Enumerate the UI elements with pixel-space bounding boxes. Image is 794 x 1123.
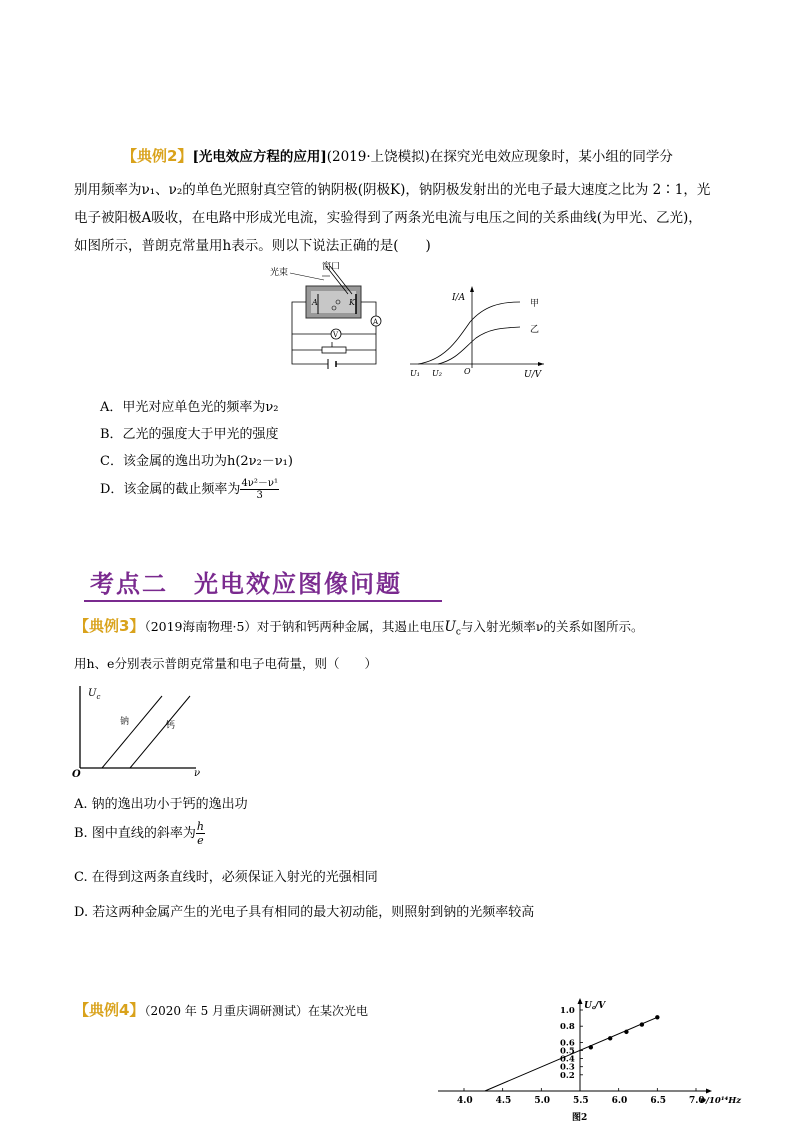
x-tick-label: 6.0	[611, 1096, 628, 1106]
x-axis-label: ν/10¹⁴Hz	[700, 1096, 742, 1106]
uc-sub: c	[455, 627, 461, 638]
ex4-tag: 【典例4】	[74, 1001, 145, 1019]
current-voltage-graph	[404, 282, 554, 380]
x-tick-label: 4.5	[495, 1096, 512, 1106]
ex3-option-b-fraction	[196, 820, 205, 847]
ex3-option-b	[74, 820, 205, 847]
x-tick-label: 7.0	[689, 1096, 705, 1106]
ex4-line1	[74, 1000, 368, 1021]
x-axis-arrow	[706, 1089, 712, 1094]
uc-graph-origin: O	[72, 769, 81, 778]
iu-origin: O	[464, 367, 471, 376]
uc-graph-xlabel: ν	[194, 768, 201, 778]
ex2-topic: [光电效应方程的应用]	[192, 149, 327, 165]
ex3-option-d: D. 若这两种金属产生的光电子具有相同的最大初动能，则照射到钠的光频率较高	[74, 905, 535, 920]
cathode-label: K	[349, 298, 355, 307]
figure-caption: 图2	[572, 1113, 588, 1122]
frac-den: e	[197, 834, 204, 847]
ex2-text1: (2019·上饶模拟)在探究光电效应现象时，某小组的同学分	[326, 149, 673, 165]
y-tick-label: 0.3	[560, 1062, 575, 1073]
y-tick-label: 0.6	[560, 1038, 575, 1049]
uc-nu-chart	[434, 996, 744, 1122]
data-point	[655, 1015, 659, 1019]
label-na: 钠	[120, 717, 130, 727]
ex3-text1b: 与入射光频率ν的关系如图所示。	[460, 619, 644, 634]
ex4-text: （2020 年 5 月重庆调研测试）在某次光电	[144, 1004, 369, 1018]
ammeter-label: A	[373, 318, 379, 326]
phototube-circuit-figure	[268, 258, 388, 380]
ex2-option-a: A．甲光对应单色光的频率为ν₂	[100, 400, 279, 415]
label-ca: 钙	[166, 721, 176, 731]
iu-ylabel: I/A	[452, 293, 466, 303]
voltmeter-label: V	[333, 331, 339, 339]
label-yi: 乙	[530, 325, 540, 335]
ex2-option-d-fraction	[240, 478, 279, 501]
y-tick-label: 0.4	[560, 1054, 575, 1065]
data-point	[624, 1030, 628, 1034]
frac-den: 3	[256, 490, 263, 501]
iu-u1: U₁	[410, 369, 420, 378]
ex3-tag: 【典例3】	[74, 617, 145, 635]
ex3-option-b-prefix: B. 图中直线的斜率为	[74, 826, 196, 841]
ex2-option-d-prefix: D．该金属的截止频率为	[100, 482, 241, 497]
ex2-line2: 别用频率为ν₁、ν₂的单色光照射真空管的钠阴极(阴极K)，钠阴极发射出的光电子最大速度之比为 2∶1，光	[74, 182, 711, 198]
data-point	[608, 1036, 612, 1040]
ex3-line2: 用h、e分别表示普朗克常量和电子电荷量，则（ ）	[74, 656, 377, 671]
y-tick-label: 0.8	[560, 1022, 575, 1033]
ex2-line1	[122, 146, 673, 167]
ex2-tag: 【典例2】	[122, 147, 193, 165]
x-tick-label: 5.5	[573, 1096, 589, 1106]
x-tick-label: 4.0	[457, 1096, 473, 1106]
section-title-underline	[84, 600, 442, 602]
y-axis-label: U꜀/V	[584, 1001, 606, 1011]
x-tick-label: 6.5	[650, 1096, 667, 1106]
uc-graph-ylabel: $U_c$	[88, 688, 101, 701]
ex3-option-c: C. 在得到这两条直线时，必须保证入射光的光强相同	[74, 870, 378, 885]
x-tick-label: 5.0	[534, 1096, 551, 1106]
ex3-text1: （2019海南物理·5）对于钠和钙两种金属，其遏止电压	[144, 619, 445, 634]
ex3-line1	[74, 616, 643, 643]
curve-yi	[438, 327, 520, 364]
ex2-option-b: B．乙光的强度大于甲光的强度	[100, 427, 279, 442]
iu-u2: U₂	[432, 369, 442, 378]
uc-frequency-graph	[72, 682, 212, 778]
label-jia: 甲	[530, 299, 540, 309]
y-axis-arrow	[578, 998, 583, 1004]
data-point	[640, 1022, 644, 1026]
y-tick-label: 0.5	[560, 1046, 575, 1057]
frac-num: h	[196, 820, 204, 833]
uc-symbol: U	[444, 619, 456, 635]
rheostat-icon	[322, 347, 346, 353]
line-na	[102, 696, 162, 768]
anode-label: A	[312, 298, 318, 307]
frac-num: 4ν²－ν¹	[241, 478, 278, 489]
ex2-line4: 如图所示，普朗克常量用h表示。则以下说法正确的是( )	[74, 238, 431, 254]
y-tick-label: 1.0	[560, 1006, 575, 1016]
ex2-line3: 电子被阳极A吸收，在电路中形成光电流，实验得到了两条光电流与电压之间的关系曲线(为甲光、乙光)，	[74, 210, 702, 226]
y-tick-label: 0.2	[560, 1070, 575, 1081]
iu-xlabel: U/V	[524, 370, 542, 380]
curve-jia	[418, 302, 520, 364]
beam-label: 光束	[270, 268, 289, 278]
ex3-option-a: A. 钠的逸出功小于钙的逸出功	[74, 797, 248, 812]
window-label: 窗口	[322, 262, 341, 272]
section-title: 考点二 光电效应图像问题	[90, 569, 402, 598]
ex2-option-d	[100, 478, 279, 501]
ex2-option-c: C．该金属的逸出功为h(2ν₂－ν₁)	[100, 454, 293, 469]
data-point	[589, 1045, 593, 1049]
line-ca	[130, 696, 190, 768]
